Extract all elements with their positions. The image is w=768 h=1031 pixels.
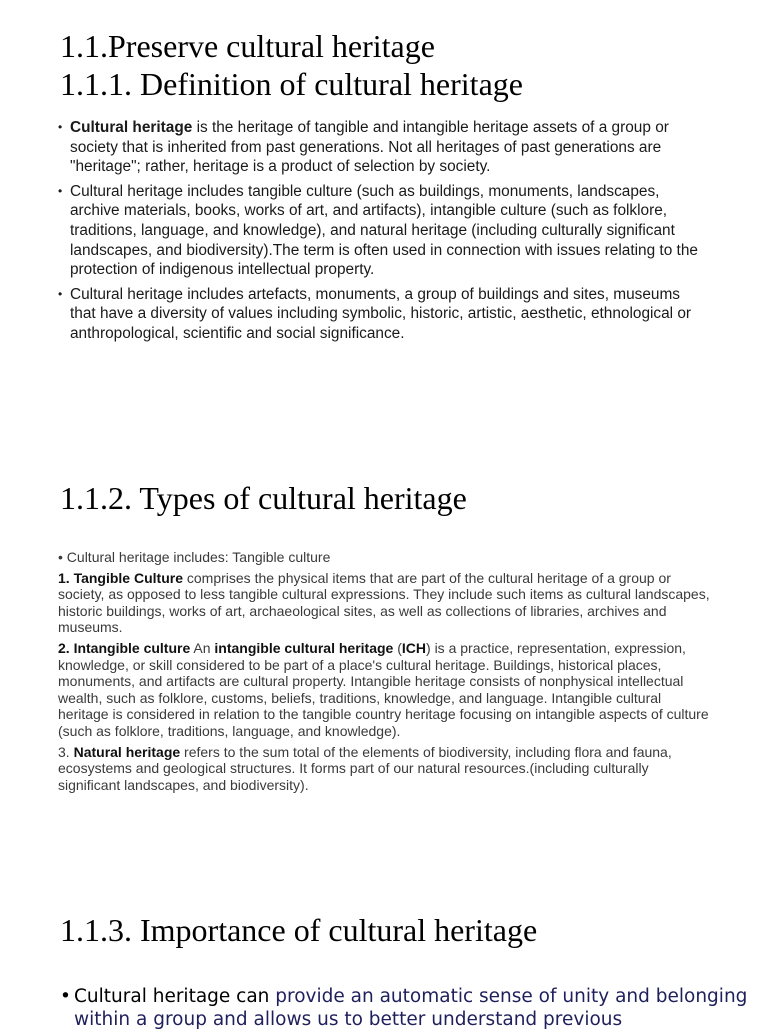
- bullet-bold-term: Cultural heritage: [70, 119, 193, 136]
- types-content: [58, 549, 713, 797]
- type-item-tangible: [58, 570, 713, 636]
- bullet-icon: •: [58, 286, 63, 301]
- heading-types: 1.1.2. Types of cultural heritage: [60, 480, 467, 516]
- item-bold-term: Tangible Culture: [73, 569, 183, 586]
- type-item-intangible: [58, 640, 713, 740]
- item-text: ) is a practice, representation, expression, knowledge, or skill considered to be part of a place's cultural heritage. Buildings, historical places, monuments, and artifacts are cultural property. Intangible heritage consists of nonphysical intellectual wealth, such as folklore, customs, beliefs, traditions, knowledge, and language. Intangible cultural heritage is considered in relation to the tangible country heritage focusing on intangible aspects of culture (such as folklore, traditions, language, and knowledge).: [58, 639, 709, 739]
- heading-importance: 1.1.3. Importance of cultural heritage: [60, 912, 538, 948]
- definition-bullet: [58, 118, 708, 177]
- item-bold-term: intangible cultural heritage: [214, 639, 394, 656]
- bullet-text: Cultural heritage includes tangible culture (such as buildings, monuments, landscapes, archive materials, books, works of art, and artifacts), intangible culture (such as folklore, traditions, language, and knowledge), and natural heritage (including culturally significant landscapes, and biodiversity).The term is often used in connection with issues relating to the protection of indigenous intellectual property.: [70, 182, 698, 279]
- item-text: refers to the sum total of the elements of biodiversity, including flora and fauna, ecosystems and geological structures. It forms part of our natural resources.(including culturally significant landscapes, and biodiversity).: [58, 743, 672, 793]
- item-bold-term: ICH: [401, 639, 427, 656]
- definition-bullet: [58, 285, 708, 344]
- definition-bullet: [58, 182, 708, 280]
- item-number: 1.: [58, 569, 74, 586]
- item-text: An: [190, 639, 215, 656]
- type-item-natural: [58, 744, 713, 794]
- item-bold-term: Natural heritage: [73, 743, 181, 760]
- item-bold-term: Intangible culture: [73, 639, 191, 656]
- item-number: 3.: [58, 743, 74, 760]
- heading-preserve-cultural-heritage: 1.1.Preserve cultural heritage: [60, 28, 435, 64]
- bullet-icon: •: [58, 120, 63, 134]
- bullet-text: Cultural heritage can: [74, 986, 276, 1007]
- bullet-text: is the heritage of tangible and intangible heritage assets of a group or society that is inherited from past generations. Not all heritages of past generations are "heritage"; rather, heritage is a product of selection by society.: [70, 119, 669, 176]
- definition-bullet-list: [58, 118, 708, 349]
- bullet-icon: •: [58, 183, 63, 198]
- item-text: comprises the physical items that are part of the cultural heritage of a group or society, as opposed to less tangible cultural expressions. They include such items as cultural landscapes, historic buildings, works of art, archaeological sites, as well as collections of libraries, archives and museums.: [58, 569, 710, 636]
- bullet-text: provide an automatic sense of unity and belonging within a group and allows us to better understand previous: [74, 986, 748, 1030]
- importance-bullet: [60, 985, 764, 1031]
- types-intro: • Cultural heritage includes: Tangible culture: [58, 549, 331, 565]
- heading-definition: 1.1.1. Definition of cultural heritage: [60, 66, 523, 102]
- item-number: 2.: [58, 639, 74, 656]
- bullet-text: Cultural heritage includes artefacts, monuments, a group of buildings and sites, museums that have a diversity of values including symbolic, historic, artistic, aesthetic, ethnological or anthropological, scientific and social significance.: [70, 285, 692, 342]
- bullet-icon: •: [60, 986, 71, 1007]
- item-text: (: [393, 639, 402, 656]
